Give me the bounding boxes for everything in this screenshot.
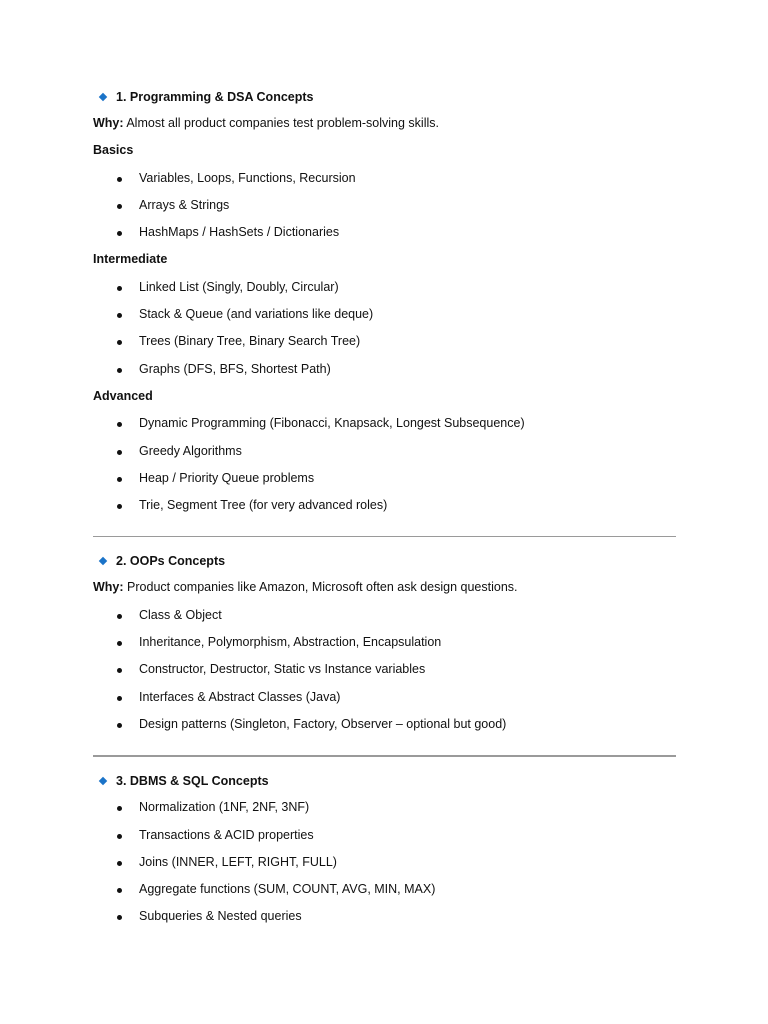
- bullet-icon: [117, 340, 122, 345]
- subheading-intermediate: Intermediate: [93, 252, 168, 267]
- bullet-icon: [117, 177, 122, 182]
- section-title-text: 2. OOPs Concepts: [116, 554, 226, 569]
- bullet-icon: [117, 231, 122, 236]
- document-page: [93, 86, 676, 931]
- list-item: Inheritance, Polymorphism, Abstraction, Encapsulation: [93, 629, 676, 656]
- diamond-icon: [99, 777, 107, 785]
- bullet-icon: [117, 915, 122, 920]
- why-text: Product companies like Amazon, Microsoft often ask design questions.: [123, 580, 518, 595]
- why-line: [93, 574, 676, 601]
- list-item: Class & Object: [93, 602, 676, 629]
- basics-list: [93, 165, 676, 247]
- bullet-icon: [117, 806, 122, 811]
- bullet-icon: [117, 723, 122, 728]
- list-item: Variables, Loops, Functions, Recursion: [93, 165, 676, 192]
- why-label: Why:: [93, 580, 124, 595]
- list-item: HashMaps / HashSets / Dictionaries: [93, 219, 676, 246]
- section-title: [93, 86, 676, 108]
- bullet-icon: [117, 614, 122, 619]
- bullet-icon: [117, 368, 122, 373]
- list-item: Trie, Segment Tree (for very advanced roles): [93, 492, 676, 519]
- bullet-icon: [117, 696, 122, 701]
- list-item: Design patterns (Singleton, Factory, Observer – optional but good): [93, 711, 676, 738]
- list-item: Interfaces & Abstract Classes (Java): [93, 684, 676, 711]
- why-line: [93, 110, 676, 137]
- intermediate-list: [93, 274, 676, 383]
- oops-list: [93, 602, 676, 738]
- bullet-icon: [117, 422, 122, 427]
- list-item: Graphs (DFS, BFS, Shortest Path): [93, 356, 676, 383]
- list-item: Joins (INNER, LEFT, RIGHT, FULL): [93, 849, 676, 876]
- bullet-icon: [117, 477, 122, 482]
- bullet-icon: [117, 888, 122, 893]
- section-divider: [93, 755, 676, 757]
- bullet-icon: [117, 286, 122, 291]
- list-item: Trees (Binary Tree, Binary Search Tree): [93, 328, 676, 355]
- diamond-icon: [99, 557, 107, 565]
- bullet-icon: [117, 834, 122, 839]
- subheading-advanced: Advanced: [93, 388, 153, 403]
- bullet-icon: [117, 313, 122, 318]
- list-item: Linked List (Singly, Doubly, Circular): [93, 274, 676, 301]
- advanced-list: [93, 410, 676, 519]
- bullet-icon: [117, 641, 122, 646]
- list-item: Stack & Queue (and variations like deque): [93, 301, 676, 328]
- bullet-icon: [117, 204, 122, 209]
- list-item: Dynamic Programming (Fibonacci, Knapsack, Longest Subsequence): [93, 410, 676, 437]
- list-item: Constructor, Destructor, Static vs Instance variables: [93, 656, 676, 683]
- section-title: [93, 550, 676, 572]
- section-title: [93, 770, 676, 792]
- why-text: Almost all product companies test problem-solving skills.: [123, 116, 439, 130]
- list-item: Arrays & Strings: [93, 192, 676, 219]
- why-label: Why:: [93, 116, 124, 130]
- section-divider: [93, 536, 676, 537]
- section-programming-dsa: [93, 86, 676, 519]
- section-oops: [93, 550, 676, 738]
- bullet-icon: [117, 450, 122, 455]
- list-item: Heap / Priority Queue problems: [93, 465, 676, 492]
- dbms-list: [93, 794, 676, 930]
- list-item: Greedy Algorithms: [93, 438, 676, 465]
- bullet-icon: [117, 668, 122, 673]
- diamond-icon: [99, 93, 107, 101]
- bullet-icon: [117, 504, 122, 509]
- list-item: Transactions & ACID properties: [93, 822, 676, 849]
- list-item: Subqueries & Nested queries: [93, 903, 676, 930]
- bullet-icon: [117, 861, 122, 866]
- section-dbms-sql: [93, 770, 676, 930]
- subheading-basics: Basics: [93, 143, 134, 158]
- section-title-text: 1. Programming & DSA Concepts: [116, 90, 314, 104]
- section-title-text: 3. DBMS & SQL Concepts: [116, 774, 269, 789]
- list-item: Normalization (1NF, 2NF, 3NF): [93, 794, 676, 821]
- list-item: Aggregate functions (SUM, COUNT, AVG, MIN, MAX): [93, 876, 676, 903]
